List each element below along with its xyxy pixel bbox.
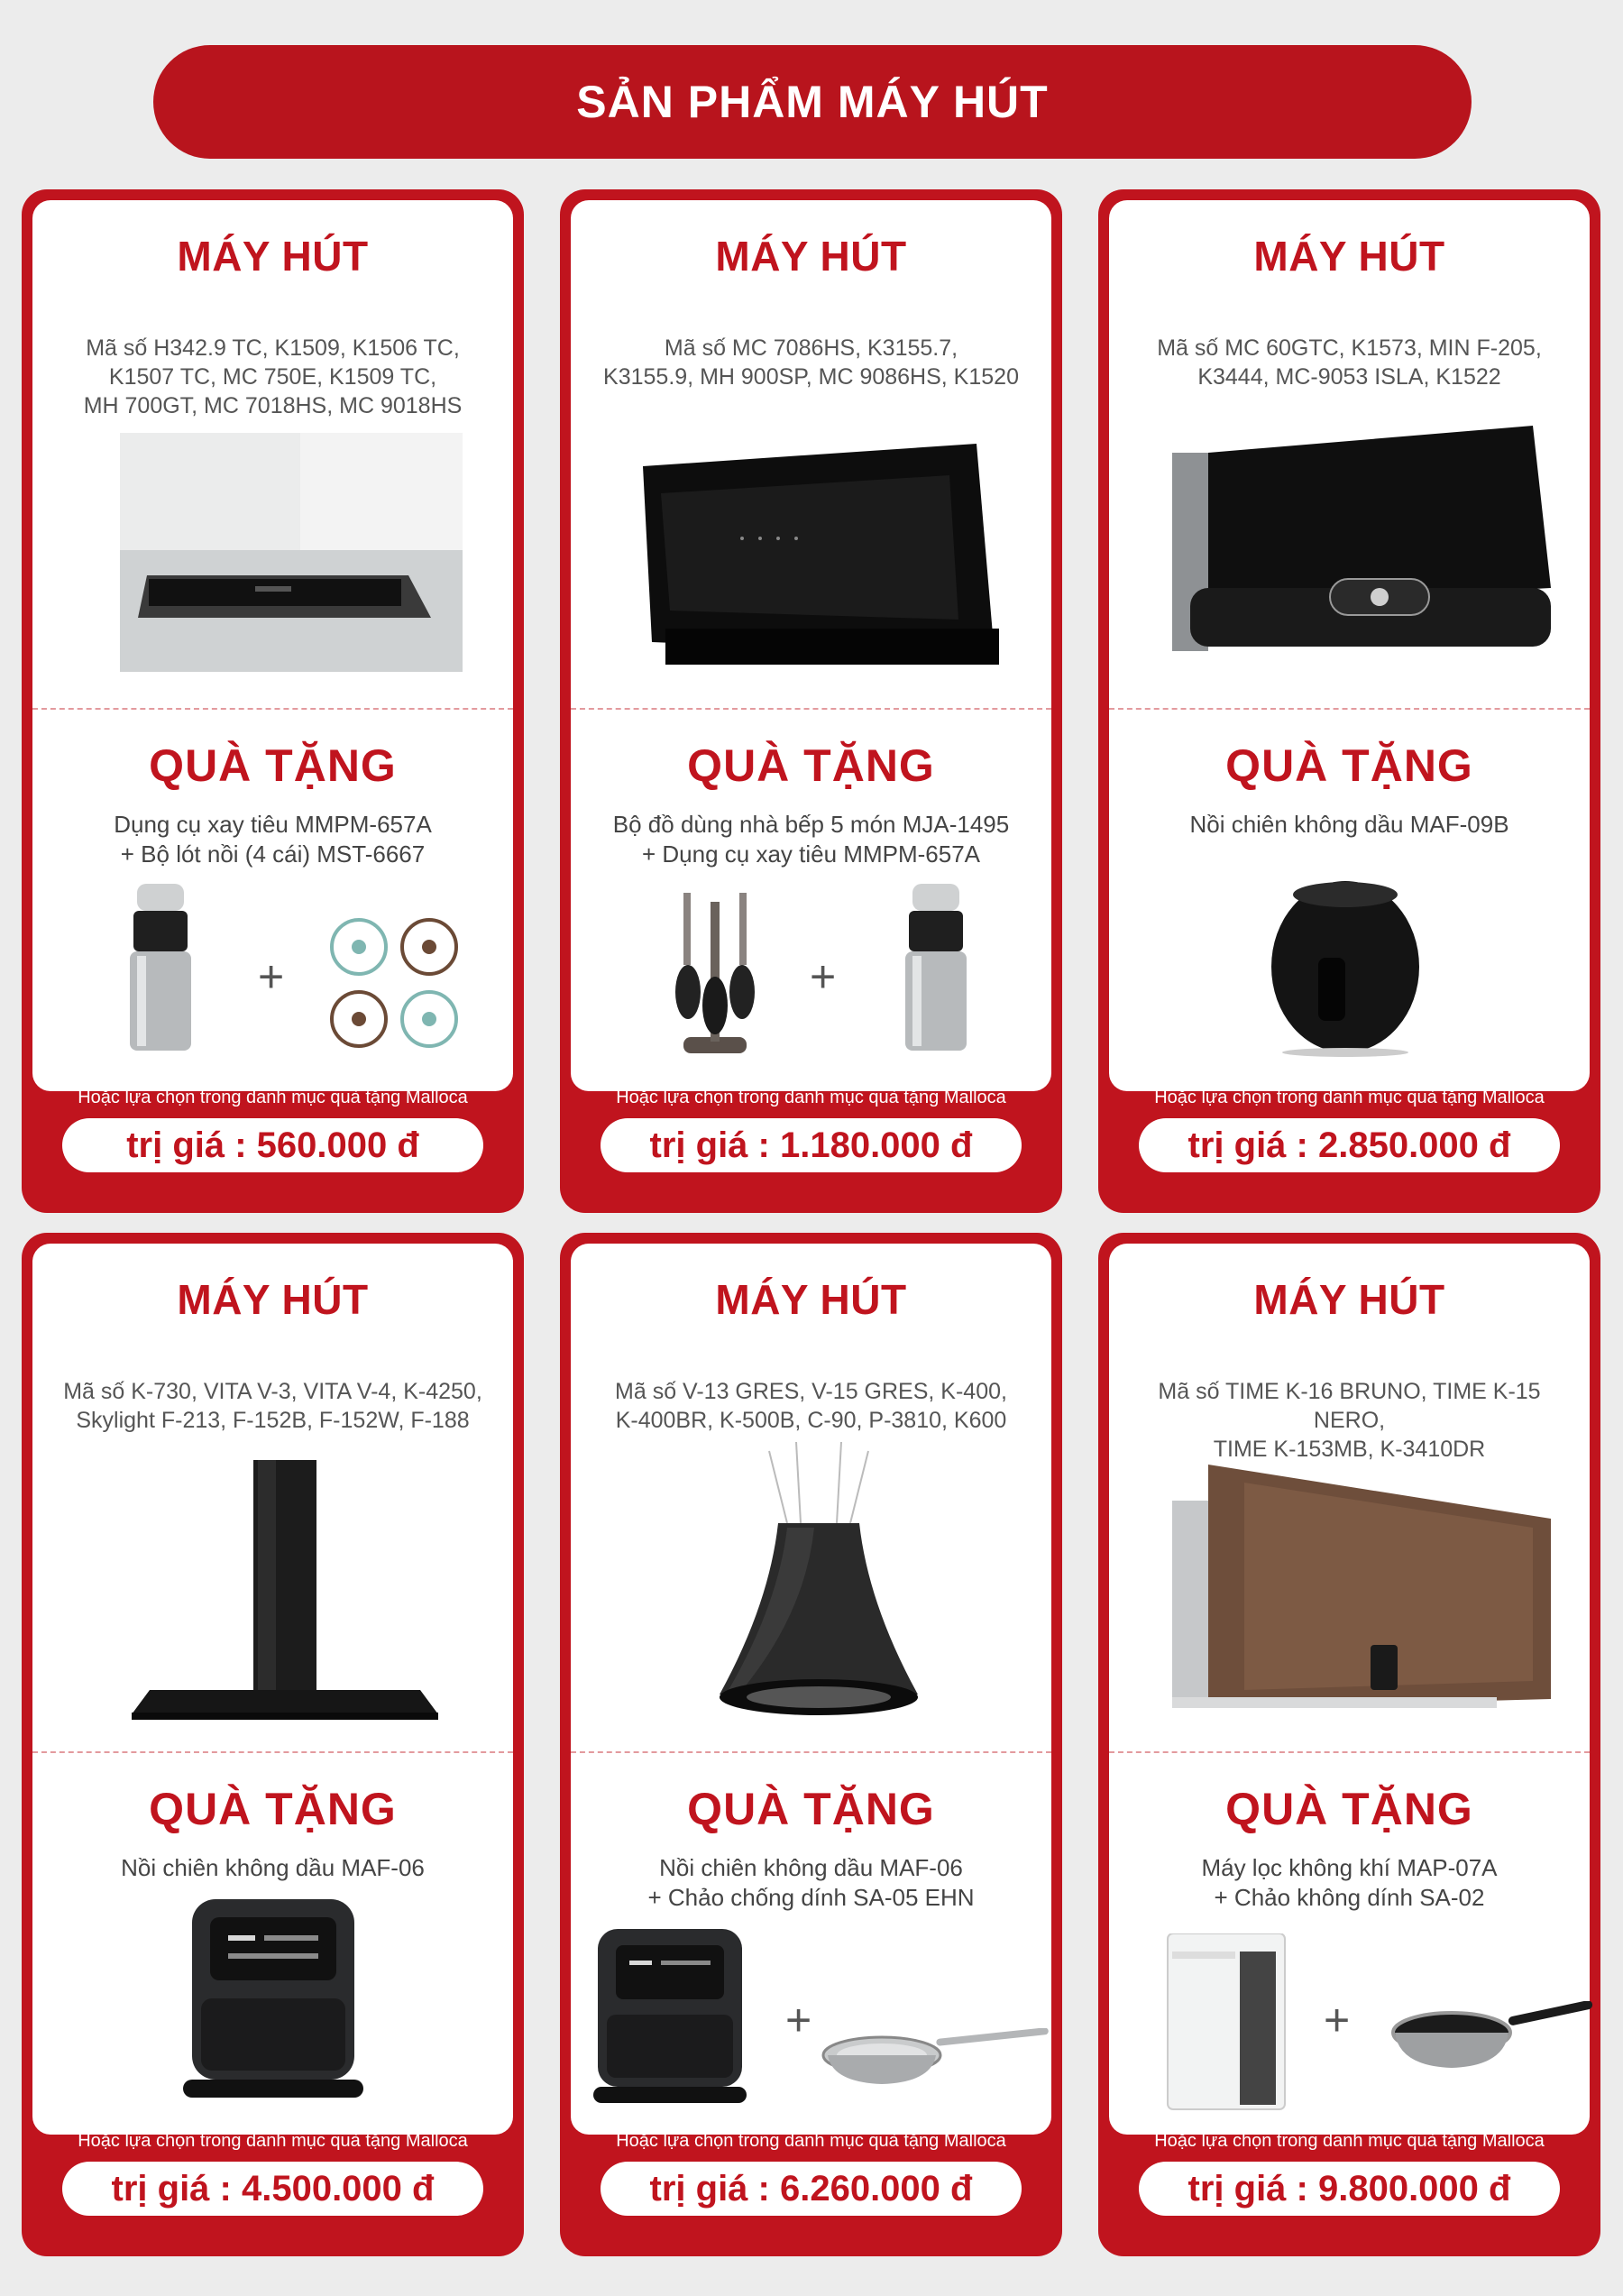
card-body [571,200,1051,1091]
model-line: MH 700GT, MC 7018HS, MC 9018HS [83,393,463,418]
gift-description [50,1853,495,1883]
air-fryer-image [1264,868,1426,1057]
gift-line: Dụng cụ xay tiêu MMPM-657A [114,811,432,838]
gift-description [1127,810,1572,840]
kitchen-utensil-set-image [656,884,774,1064]
product-card[interactable] [1098,189,1600,1213]
model-list [1127,1377,1572,1464]
price-badge: trị giá : 4.500.000 đ [62,2162,483,2216]
pepper-grinder-image [900,884,972,1055]
gift-title: QUÀ TẶNG [1225,740,1473,791]
gift-title: QUÀ TẶNG [1225,1784,1473,1834]
gift-line: Bộ đồ dùng nhà bếp 5 món MJA-1495 [612,811,1010,838]
price-badge: trị giá : 1.180.000 đ [601,1118,1022,1172]
model-line: K3155.9, MH 900SP, MC 9086HS, K1520 [603,364,1019,390]
card-body [32,1244,513,2135]
price-badge: trị giá : 560.000 đ [62,1118,483,1172]
gift-catalog-note: Hoặc lựa chọn trong danh mục quà tặng Malloca [1154,2131,1545,2151]
card-title: MÁY HÚT [177,233,369,280]
gift-line: + Dụng cụ xay tiêu MMPM-657A [642,840,980,868]
card-title: MÁY HÚT [1253,233,1445,280]
product-card[interactable] [22,1233,524,2256]
card-body [1109,200,1590,1091]
gift-catalog-note: Hoặc lựa chọn trong danh mục quà tặng Malloca [616,2131,1006,2151]
gift-line: + Bộ lót nồi (4 cái) MST-6667 [120,840,426,868]
dashed-divider [571,708,1051,710]
gift-line: Nồi chiên không dầu MAF-09B [1189,811,1509,838]
product-card[interactable] [560,189,1062,1213]
air-fryer-image [183,1899,363,2107]
frying-pan-image [819,2028,1053,2100]
card-body [1109,1244,1590,2135]
section-banner [153,45,1472,159]
card-title: MÁY HÚT [177,1276,369,1323]
model-line: Mã số TIME K-16 BRUNO, TIME K-15 NERO, [1158,1379,1541,1433]
model-line: Mã số K-730, VITA V-3, VITA V-4, K-4250, [63,1379,482,1404]
gift-title: QUÀ TẶNG [687,1784,935,1834]
gift-title: QUÀ TẶNG [149,740,397,791]
banner-title: SẢN PHẨM MÁY HÚT [576,77,1049,127]
gift-description [589,810,1033,869]
non-stick-pan-image [1389,2001,1596,2082]
dashed-divider [571,1751,1051,1753]
product-card[interactable] [1098,1233,1600,2256]
model-list [50,334,495,420]
model-line: Mã số MC 60GTC, K1573, MIN F-205, [1157,335,1542,361]
plus-sign: + [258,951,285,1002]
dashed-divider [32,1751,513,1753]
gift-line: + Chảo chống dính SA-05 EHN [647,1884,975,1911]
island-hood-image [715,1442,922,1722]
plus-sign: + [1324,1995,1351,2045]
model-line: Mã số H342.9 TC, K1509, K1506 TC, [86,335,460,361]
price-badge: trị giá : 9.800.000 đ [1139,2162,1560,2216]
model-list [1127,334,1572,391]
gift-catalog-note: Hoặc lựa chọn trong danh mục quà tặng Malloca [616,1088,1006,1107]
model-list [589,334,1033,391]
model-line: Mã số MC 7086HS, K3155.7, [664,335,958,361]
model-line: TIME K-153MB, K-3410DR [1213,1437,1486,1462]
card-title: MÁY HÚT [1253,1276,1445,1323]
gift-description [589,1853,1033,1913]
card-body [32,200,513,1091]
air-purifier-image [1163,1933,1289,2114]
pot-holder-image [323,913,467,1057]
vertical-glass-hood-image [1172,426,1551,669]
model-line: K3444, MC-9053 ISLA, K1522 [1197,364,1501,390]
gift-line: + Chảo không dính SA-02 [1214,1884,1485,1911]
gift-catalog-note: Hoặc lựa chọn trong danh mục quà tặng Malloca [1154,1088,1545,1107]
gift-title: QUÀ TẶNG [149,1784,397,1834]
gift-catalog-note: Hoặc lựa chọn trong danh mục quà tặng Malloca [78,1088,468,1107]
gift-catalog-note: Hoặc lựa chọn trong danh mục quà tặng Malloca [78,2131,468,2151]
air-fryer-image [593,1929,747,2109]
price-badge: trị giá : 6.260.000 đ [601,2162,1022,2216]
chimney-hood-image [132,1460,438,1722]
model-line: K-400BR, K-500B, C-90, P-3810, K600 [615,1408,1007,1433]
plus-sign: + [785,1995,812,2045]
model-list [589,1377,1033,1435]
built-in-hood-image [120,433,463,672]
model-line: Mã số V-13 GRES, V-15 GRES, K-400, [615,1379,1007,1404]
gift-description [50,810,495,869]
gift-line: Nồi chiên không dầu MAF-06 [121,1854,425,1881]
dashed-divider [1109,708,1590,710]
gift-title: QUÀ TẶNG [687,740,935,791]
card-title: MÁY HÚT [715,1276,907,1323]
dashed-divider [32,708,513,710]
pepper-grinder-image [124,884,197,1055]
gift-description [1127,1853,1572,1913]
stone-panel-hood-image [1172,1465,1551,1708]
model-line: K1507 TC, MC 750E, K1509 TC, [108,364,437,390]
product-card[interactable] [560,1233,1062,2256]
dashed-divider [1109,1751,1590,1753]
angled-hood-image [625,439,1004,678]
gift-line: Máy lọc không khí MAP-07A [1201,1854,1498,1881]
plus-sign: + [810,951,837,1002]
product-card[interactable] [22,189,524,1213]
price-badge: trị giá : 2.850.000 đ [1139,1118,1560,1172]
card-title: MÁY HÚT [715,233,907,280]
gift-line: Nồi chiên không dầu MAF-06 [659,1854,963,1881]
model-line: Skylight F-213, F-152B, F-152W, F-188 [76,1408,470,1433]
card-body [571,1244,1051,2135]
model-list [50,1377,495,1435]
